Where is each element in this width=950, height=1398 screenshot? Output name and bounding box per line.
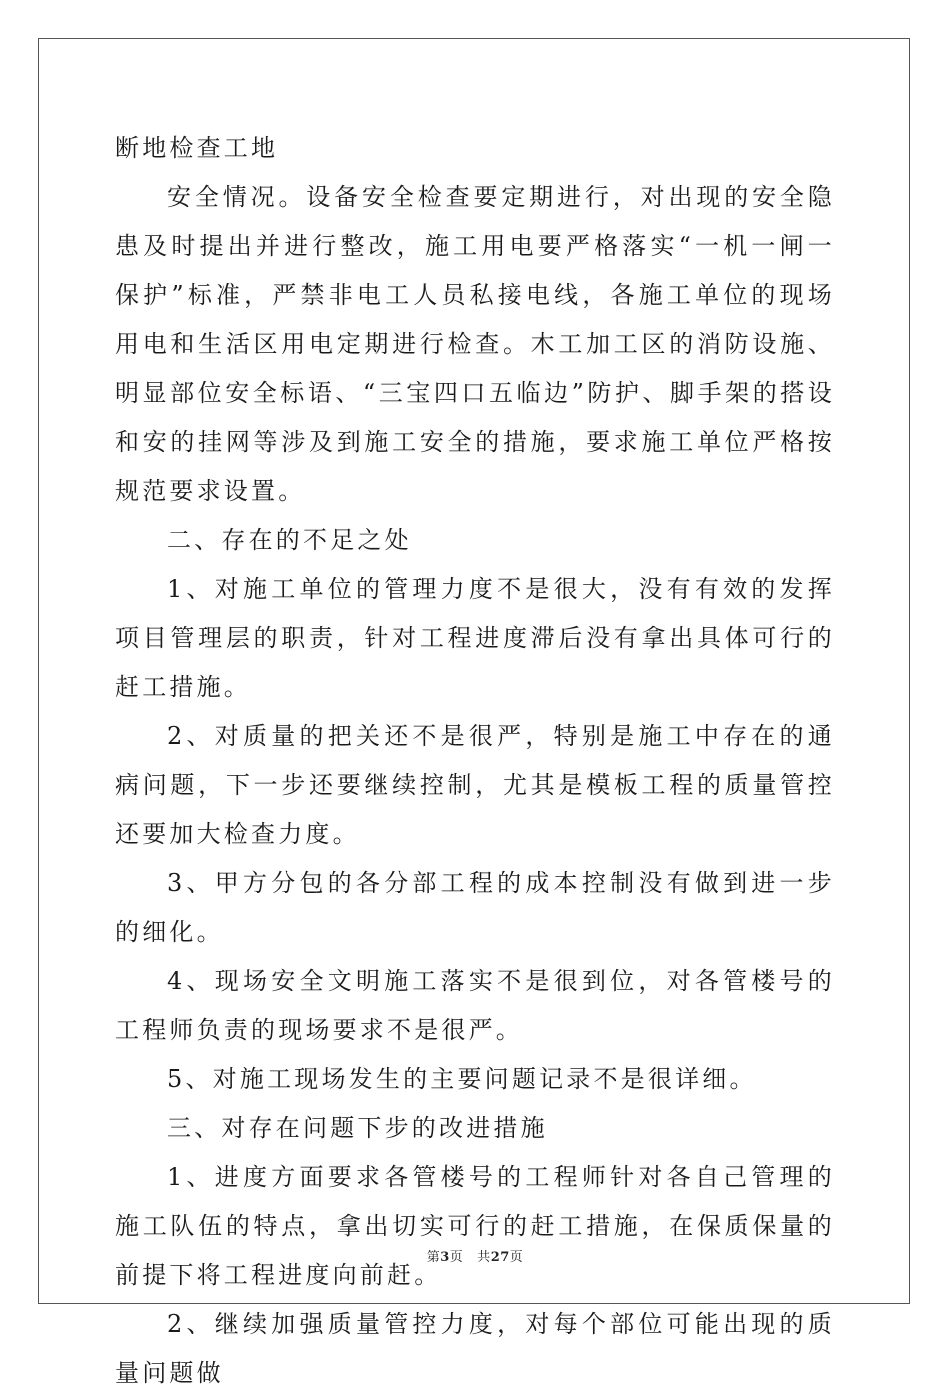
- list-item: 5、对施工现场发生的主要问题记录不是很详细。: [167, 1065, 757, 1093]
- list-item: 3、甲方分包的各分部工程的成本控制没有做到进一步的细化。: [115, 869, 835, 946]
- page-suffix: 页: [449, 1250, 464, 1265]
- document-body: [115, 124, 835, 1398]
- total-prefix: 共: [477, 1250, 491, 1265]
- total-suffix: 页: [509, 1250, 524, 1265]
- page-prefix: 第: [426, 1250, 441, 1265]
- list-item: 1、进度方面要求各管楼号的工程师针对各自己管理的施工队伍的特点，拿出切实可行的赶工措施，在保质保量的前提下将工程进度向前赶。: [115, 1163, 835, 1289]
- total-pages: 27: [490, 1250, 510, 1265]
- list-item: 2、继续加强质量管控力度，对每个部位可能出现的质量问题做: [115, 1310, 835, 1387]
- page-footer: [0, 1246, 950, 1265]
- section-heading: 二、存在的不足之处: [167, 526, 412, 554]
- list-item: 2、对质量的把关还不是很严，特别是施工中存在的通病问题，下一步还要继续控制，尤其是模板工程的质量管控还要加大检查力度。: [115, 722, 835, 848]
- section-heading: 三、对存在问题下步的改进措施: [167, 1114, 548, 1142]
- page-number: 3: [440, 1250, 450, 1265]
- list-item: 1、对施工单位的管理力度不是很大，没有有效的发挥项目管理层的职责，针对工程进度滞后没有拿出具体可行的赶工措施。: [115, 575, 835, 701]
- paragraph: 断地检查工地: [115, 134, 279, 162]
- list-item: 4、现场安全文明施工落实不是很到位，对各管楼号的工程师负责的现场要求不是很严。: [115, 967, 835, 1044]
- paragraph: 安全情况。设备安全检查要定期进行，对出现的安全隐患及时提出并进行整改，施工用电要严格落实“一机一闸一保护”标准，严禁非电工人员私接电线，各施工单位的现场用电和生活区用电定期进行检查。木工加工区的消防设施、明显部位安全标语、“三宝四口五临边”防护、脚手架的搭设和安的挂网等涉及到施工安全的措施，要求施工单位严格按规范要求设置。: [115, 183, 835, 505]
